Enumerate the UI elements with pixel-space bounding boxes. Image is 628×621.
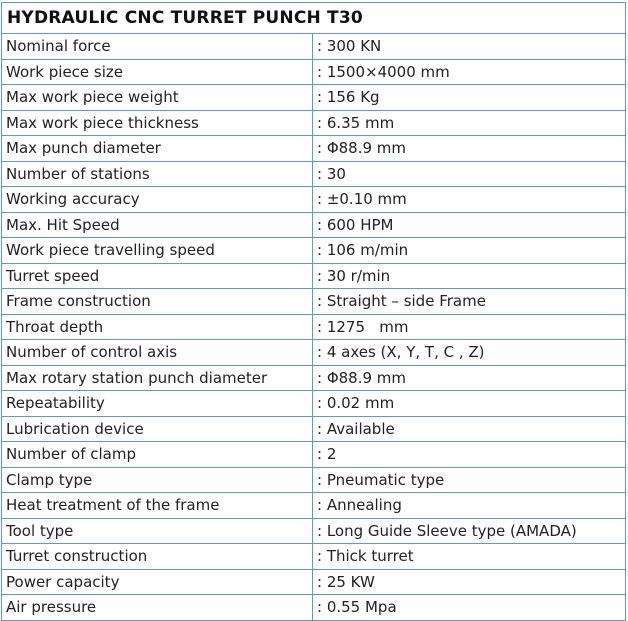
table-row: [2, 544, 626, 570]
spec-label: Nominal force: [2, 34, 313, 60]
table-row: [2, 187, 626, 213]
table-row: [2, 85, 626, 111]
spec-label: Max rotary station punch diameter: [2, 365, 313, 391]
table-row: [2, 34, 626, 60]
spec-value: : 600 HPM: [313, 212, 626, 238]
spec-label: Turret construction: [2, 544, 313, 570]
spec-label: Repeatability: [2, 391, 313, 417]
table-row: [2, 212, 626, 238]
title-row: [2, 3, 626, 34]
spec-label: Tool type: [2, 518, 313, 544]
spec-label: Lubrication device: [2, 416, 313, 442]
spec-label: Max. Hit Speed: [2, 212, 313, 238]
table-row: [2, 59, 626, 85]
table-title: HYDRAULIC CNC TURRET PUNCH T30: [2, 3, 626, 34]
spec-label: Max work piece thickness: [2, 110, 313, 136]
spec-value: : 1500×4000 mm: [313, 59, 626, 85]
table-row: [2, 493, 626, 519]
spec-label: Frame construction: [2, 289, 313, 315]
spec-label: Number of stations: [2, 161, 313, 187]
spec-label: Turret speed: [2, 263, 313, 289]
spec-value: : 156 Kg: [313, 85, 626, 111]
spec-label: Throat depth: [2, 314, 313, 340]
spec-label: Air pressure: [2, 595, 313, 621]
spec-label: Number of clamp: [2, 442, 313, 468]
spec-value: : Long Guide Sleeve type (AMADA): [313, 518, 626, 544]
spec-label: Work piece travelling speed: [2, 238, 313, 264]
table-row: [2, 467, 626, 493]
table-row: [2, 391, 626, 417]
spec-label: Working accuracy: [2, 187, 313, 213]
spec-label: Work piece size: [2, 59, 313, 85]
spec-value: : 2: [313, 442, 626, 468]
spec-value: : 106 m/min: [313, 238, 626, 264]
spec-value: : Thick turret: [313, 544, 626, 570]
table-row: [2, 314, 626, 340]
table-row: [2, 365, 626, 391]
spec-value: : 25 KW: [313, 569, 626, 595]
table-row: [2, 595, 626, 621]
table-row: [2, 161, 626, 187]
table-row: [2, 238, 626, 264]
spec-value: : Annealing: [313, 493, 626, 519]
table-row: [2, 136, 626, 162]
spec-label: Number of control axis: [2, 340, 313, 366]
spec-value: : 0.02 mm: [313, 391, 626, 417]
spec-value: : 30: [313, 161, 626, 187]
spec-value: : 0.55 Mpa: [313, 595, 626, 621]
table-row: [2, 442, 626, 468]
spec-value: : Φ88.9 mm: [313, 136, 626, 162]
spec-value: : 300 KN: [313, 34, 626, 60]
spec-value: : 1275 mm: [313, 314, 626, 340]
spec-value: : Straight – side Frame: [313, 289, 626, 315]
spec-value: : 6.35 mm: [313, 110, 626, 136]
spec-value: : Available: [313, 416, 626, 442]
spec-value: : 4 axes (X, Y, T, C , Z): [313, 340, 626, 366]
spec-table: [1, 2, 626, 621]
table-row: [2, 289, 626, 315]
spec-label: Max work piece weight: [2, 85, 313, 111]
spec-label: Clamp type: [2, 467, 313, 493]
spec-value: : ±0.10 mm: [313, 187, 626, 213]
table-row: [2, 340, 626, 366]
table-row: [2, 416, 626, 442]
spec-value: : 30 r/min: [313, 263, 626, 289]
spec-label: Power capacity: [2, 569, 313, 595]
spec-value: : Φ88.9 mm: [313, 365, 626, 391]
spec-label: Heat treatment of the frame: [2, 493, 313, 519]
table-row: [2, 110, 626, 136]
spec-value: : Pneumatic type: [313, 467, 626, 493]
spec-label: Max punch diameter: [2, 136, 313, 162]
table-row: [2, 518, 626, 544]
table-row: [2, 263, 626, 289]
table-row: [2, 569, 626, 595]
